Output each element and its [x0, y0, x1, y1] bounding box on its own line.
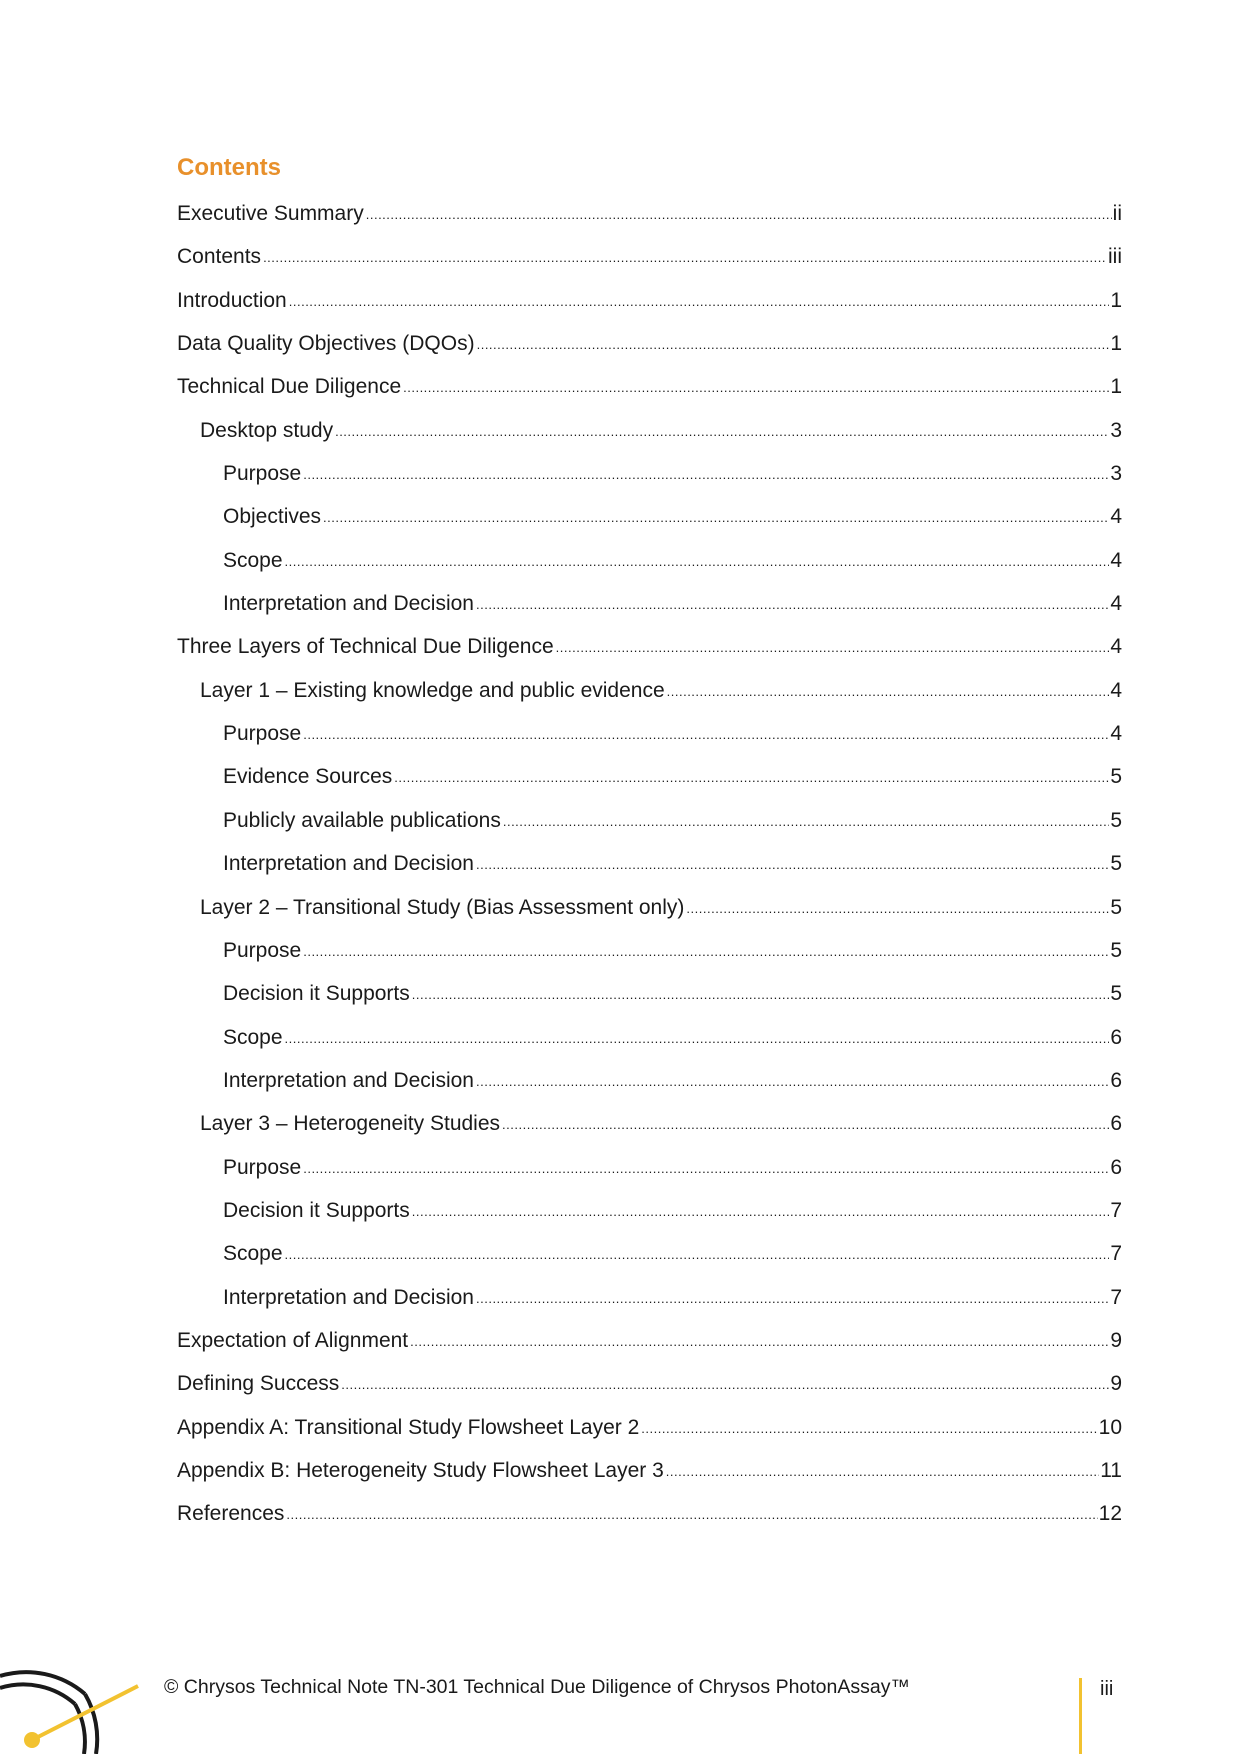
toc-entry-label: Scope [223, 1025, 283, 1049]
toc-dot-leader [263, 243, 1107, 273]
toc-entry[interactable] [177, 676, 1122, 719]
toc-entry[interactable] [177, 849, 1122, 892]
toc-entry[interactable] [177, 1066, 1122, 1109]
toc-entry[interactable] [177, 936, 1122, 979]
toc-dot-leader [285, 1024, 1110, 1054]
toc-entry-label: Interpretation and Decision [223, 852, 474, 876]
toc-entry-page: 1 [1110, 332, 1122, 356]
toc-entry-page: 5 [1110, 808, 1122, 832]
toc-entry[interactable] [177, 546, 1122, 589]
toc-dot-leader [341, 1370, 1109, 1400]
toc-dot-leader [667, 677, 1110, 707]
toc-entry[interactable] [177, 1413, 1122, 1456]
footer-text: © Chrysos Technical Note TN-301 Technical Due Diligence of Chrysos PhotonAssay™ [164, 1676, 910, 1698]
toc-dot-leader [556, 633, 1110, 663]
toc-entry[interactable] [177, 893, 1122, 936]
toc-dot-leader [289, 287, 1110, 317]
toc-dot-leader [412, 1197, 1110, 1227]
contents-heading: Contents [177, 154, 281, 181]
toc-dot-leader [641, 1414, 1097, 1444]
toc-entry-page: 5 [1110, 938, 1122, 962]
toc-entry-label: Scope [223, 548, 283, 572]
toc-entry-label: Decision it Supports [223, 1198, 410, 1222]
toc-dot-leader [686, 894, 1109, 924]
toc-entry[interactable] [177, 1109, 1122, 1152]
footer-divider [1079, 1678, 1082, 1754]
toc-entry-page: 9 [1110, 1328, 1122, 1352]
toc-entry[interactable] [177, 1196, 1122, 1239]
toc-entry[interactable] [177, 416, 1122, 459]
toc-entry-page: 10 [1098, 1415, 1122, 1439]
toc-entry[interactable] [177, 329, 1122, 372]
toc-entry-page: 7 [1110, 1198, 1122, 1222]
toc-dot-leader [303, 460, 1109, 490]
toc-dot-leader [286, 1500, 1097, 1530]
toc-entry-page: 5 [1110, 895, 1122, 919]
toc-entry[interactable] [177, 1023, 1122, 1066]
chrysos-logo-icon [0, 1640, 150, 1754]
toc-entry-page: 4 [1110, 635, 1122, 659]
toc-entry-label: Purpose [223, 1155, 302, 1179]
toc-entry-label: Introduction [177, 288, 287, 312]
toc-entry-label: Three Layers of Technical Due Diligence [177, 635, 554, 659]
toc-entry[interactable] [177, 632, 1122, 675]
toc-entry[interactable] [177, 372, 1122, 415]
toc-entry-page: 1 [1110, 375, 1122, 399]
toc-entry-label: Appendix B: Heterogeneity Study Flowsheet Layer 3 [177, 1458, 664, 1482]
toc-entry-page: 5 [1110, 852, 1122, 876]
toc-entry-label: Defining Success [177, 1372, 340, 1396]
toc-dot-leader [477, 330, 1110, 360]
toc-entry-label: Contents [177, 245, 262, 269]
toc-entry[interactable] [177, 806, 1122, 849]
toc-dot-leader [502, 1110, 1109, 1140]
toc-entry-label: Evidence Sources [223, 765, 393, 789]
toc-entry-page: 4 [1110, 722, 1122, 746]
toc-entry-page: 4 [1110, 505, 1122, 529]
toc-dot-leader [476, 590, 1109, 620]
toc-entry-page: 7 [1110, 1242, 1122, 1266]
toc-entry-page: iii [1108, 245, 1122, 269]
toc-entry-page: 5 [1110, 765, 1122, 789]
toc-entry-label: Layer 3 – Heterogeneity Studies [200, 1112, 501, 1136]
toc-entry-label: Scope [223, 1242, 283, 1266]
toc-entry[interactable] [177, 979, 1122, 1022]
table-of-contents [177, 199, 1122, 1543]
toc-entry-label: Interpretation and Decision [223, 1068, 474, 1092]
toc-entry[interactable] [177, 1239, 1122, 1282]
toc-entry-label: Interpretation and Decision [223, 1285, 474, 1309]
toc-entry[interactable] [177, 1499, 1122, 1542]
toc-dot-leader [323, 503, 1109, 533]
toc-entry-page: 4 [1110, 678, 1122, 702]
toc-entry[interactable] [177, 762, 1122, 805]
toc-entry[interactable] [177, 1283, 1122, 1326]
footer-page-number: iii [1100, 1678, 1114, 1700]
toc-entry-page: 6 [1110, 1112, 1122, 1136]
toc-entry-label: Appendix A: Transitional Study Flowsheet Layer 2 [177, 1415, 640, 1439]
toc-dot-leader [285, 1240, 1110, 1270]
toc-dot-leader [503, 807, 1109, 837]
toc-dot-leader [303, 937, 1109, 967]
toc-entry-page: 4 [1110, 592, 1122, 616]
toc-dot-leader [303, 720, 1109, 750]
toc-entry[interactable] [177, 459, 1122, 502]
toc-entry-page: 12 [1098, 1502, 1122, 1526]
toc-entry-label: Technical Due Diligence [177, 375, 402, 399]
toc-entry[interactable] [177, 1369, 1122, 1412]
toc-dot-leader [285, 547, 1110, 577]
toc-entry-page: ii [1112, 202, 1122, 225]
toc-dot-leader [412, 980, 1110, 1010]
toc-entry-page: 11 [1100, 1458, 1122, 1482]
toc-entry-label: Objectives [223, 505, 322, 529]
toc-entry-page: 7 [1110, 1285, 1122, 1309]
toc-entry-page: 6 [1110, 1155, 1122, 1179]
toc-entry-label: Executive Summary [177, 202, 364, 225]
toc-entry-page: 1 [1110, 288, 1122, 312]
toc-dot-leader [403, 373, 1109, 403]
toc-entry-label: Purpose [223, 462, 302, 486]
toc-entry-page: 5 [1110, 982, 1122, 1006]
toc-entry-label: Purpose [223, 722, 302, 746]
toc-entry-label: Desktop study [200, 418, 334, 442]
toc-entry[interactable] [177, 502, 1122, 545]
toc-dot-leader [476, 1284, 1109, 1314]
toc-entry[interactable] [177, 199, 1122, 242]
toc-entry[interactable] [177, 1153, 1122, 1196]
toc-entry-label: Publicly available publications [223, 808, 501, 832]
toc-entry[interactable] [177, 1326, 1122, 1369]
toc-entry-page: 9 [1110, 1372, 1122, 1396]
toc-entry-label: Purpose [223, 938, 302, 962]
toc-entry[interactable] [177, 242, 1122, 285]
toc-entry-label: Expectation of Alignment [177, 1328, 409, 1352]
toc-entry-label: Interpretation and Decision [223, 592, 474, 616]
toc-entry-page: 3 [1110, 418, 1122, 442]
toc-entry-page: 6 [1110, 1068, 1122, 1092]
toc-entry-label: Layer 1 – Existing knowledge and public evidence [200, 678, 665, 702]
toc-entry[interactable] [177, 719, 1122, 762]
toc-dot-leader [394, 763, 1109, 793]
toc-dot-leader [476, 1067, 1109, 1097]
toc-entry-page: 4 [1110, 548, 1122, 572]
toc-dot-leader [666, 1457, 1099, 1487]
toc-entry-label: References [177, 1502, 285, 1526]
toc-entry-page: 3 [1110, 462, 1122, 486]
toc-dot-leader [410, 1327, 1109, 1357]
toc-entry[interactable] [177, 1456, 1122, 1499]
toc-entry-label: Layer 2 – Transitional Study (Bias Assessment only) [200, 895, 685, 919]
toc-entry[interactable] [177, 589, 1122, 632]
toc-dot-leader [476, 850, 1109, 880]
toc-entry-label: Data Quality Objectives (DQOs) [177, 332, 475, 356]
toc-entry-label: Decision it Supports [223, 982, 410, 1006]
toc-dot-leader [335, 417, 1109, 447]
toc-dot-leader [366, 200, 1112, 230]
toc-entry-page: 6 [1110, 1025, 1122, 1049]
toc-entry[interactable] [177, 286, 1122, 329]
toc-dot-leader [303, 1154, 1109, 1184]
